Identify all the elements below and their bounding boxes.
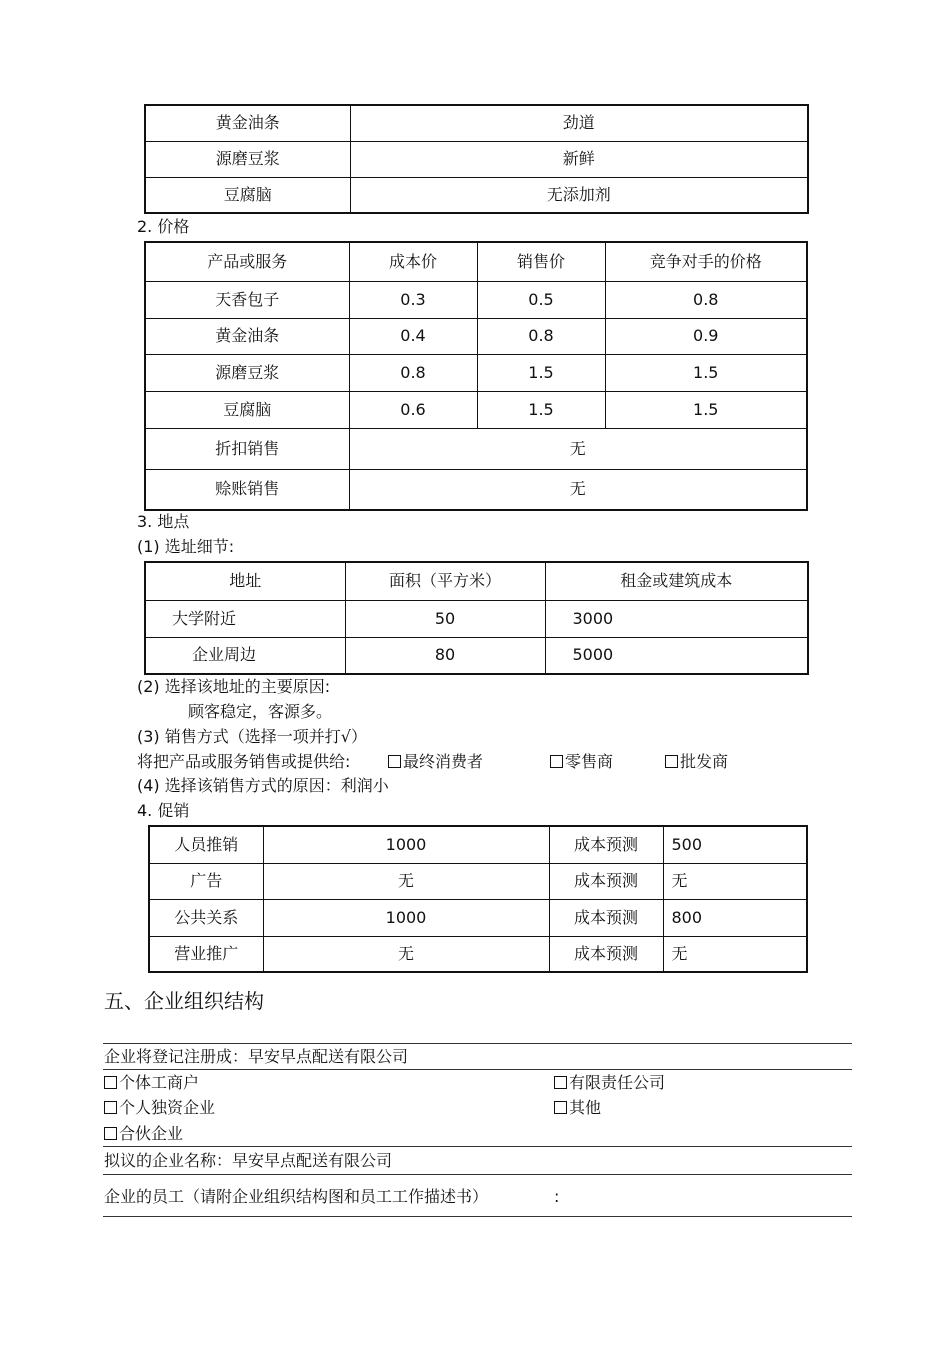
table-cell: 无 (263, 936, 549, 972)
table-header: 销售价 (477, 242, 605, 281)
retailer-option[interactable] (550, 752, 613, 772)
table-cell: 源磨豆浆 (145, 141, 350, 177)
table-cell: 公共关系 (149, 899, 263, 936)
partner-label: 合伙企业 (119, 1124, 184, 1143)
table-cell: 0.5 (477, 281, 605, 318)
table-header: 租金或建筑成本 (545, 562, 808, 600)
table-cell: 成本预测 (549, 936, 663, 972)
checkbox-icon[interactable] (104, 1076, 117, 1089)
sole-option[interactable] (104, 1098, 215, 1118)
partner-option[interactable] (104, 1124, 183, 1144)
table-header: 产品或服务 (145, 242, 349, 281)
table-cell: 折扣销售 (145, 428, 349, 469)
table-cell: 3000 (545, 600, 808, 637)
quality-table (144, 104, 809, 214)
consumer-label: 最终消费者 (403, 752, 484, 771)
checkbox-icon[interactable] (104, 1127, 117, 1140)
table-cell: 无 (263, 863, 549, 899)
table-cell: 500 (663, 826, 807, 863)
table-cell: 黄金油条 (145, 318, 349, 354)
table-cell: 新鲜 (350, 141, 808, 177)
table-cell: 1.5 (605, 354, 807, 391)
location-sub3: (3) 销售方式（选择一项并打√） (137, 727, 367, 746)
wholesaler-label: 批发商 (680, 752, 729, 771)
individual-label: 个体工商户 (119, 1073, 200, 1092)
llc-label: 有限责任公司 (569, 1073, 666, 1092)
table-cell: 0.9 (605, 318, 807, 354)
promotion-heading: 4. 促销 (137, 801, 190, 820)
sales-prefix: 将把产品或服务销售或提供给: (137, 752, 351, 771)
location-reason: 顾客稳定，客源多。 (188, 702, 333, 721)
table-header: 竞争对手的价格 (605, 242, 807, 281)
checkbox-icon[interactable] (554, 1101, 567, 1114)
table-header: 面积（平方米） (345, 562, 545, 600)
table-cell: 无 (349, 469, 807, 510)
promotion-table (148, 825, 808, 973)
location-sub4: (4) 选择该销售方式的原因：利润小 (137, 776, 389, 795)
divider (103, 1069, 852, 1070)
table-cell: 0.8 (349, 354, 477, 391)
register-line: 企业将登记注册成：早安早点配送有限公司 (104, 1047, 409, 1066)
table-cell: 5000 (545, 637, 808, 674)
other-label: 其他 (569, 1098, 602, 1117)
checkbox-icon[interactable] (550, 755, 563, 768)
table-cell: 赊账销售 (145, 469, 349, 510)
checkbox-icon[interactable] (554, 1076, 567, 1089)
location-sub1: (1) 选址细节: (137, 537, 235, 556)
table-cell: 源磨豆浆 (145, 354, 349, 391)
table-cell: 0.8 (477, 318, 605, 354)
table-cell: 0.3 (349, 281, 477, 318)
staff-line: 企业的员工（请附企业组织结构图和员工工作描述书） (104, 1187, 489, 1206)
table-cell: 人员推销 (149, 826, 263, 863)
table-cell: 无 (349, 428, 807, 469)
table-cell: 0.4 (349, 318, 477, 354)
staff-colon: : (554, 1187, 560, 1206)
table-cell: 0.8 (605, 281, 807, 318)
table-cell: 1.5 (477, 391, 605, 428)
checkbox-icon[interactable] (665, 755, 678, 768)
divider (103, 1174, 852, 1175)
table-cell: 黄金油条 (145, 105, 350, 141)
table-cell: 企业周边 (145, 637, 345, 674)
location-heading: 3. 地点 (137, 512, 190, 531)
table-cell: 成本预测 (549, 826, 663, 863)
table-cell: 大学附近 (145, 600, 345, 637)
table-header: 地址 (145, 562, 345, 600)
divider (103, 1146, 852, 1147)
table-cell: 天香包子 (145, 281, 349, 318)
table-cell: 1.5 (477, 354, 605, 391)
table-cell: 成本预测 (549, 863, 663, 899)
table-cell: 劲道 (350, 105, 808, 141)
price-heading: 2. 价格 (137, 217, 190, 236)
table-cell: 豆腐脑 (145, 391, 349, 428)
sales-line (137, 752, 350, 772)
checkbox-icon[interactable] (388, 755, 401, 768)
wholesaler-option[interactable] (665, 752, 728, 772)
location-table (144, 561, 809, 675)
sole-label: 个人独资企业 (119, 1098, 216, 1117)
table-cell: 800 (663, 899, 807, 936)
table-cell: 豆腐脑 (145, 177, 350, 213)
divider (103, 1043, 852, 1044)
table-cell: 80 (345, 637, 545, 674)
table-cell: 营业推广 (149, 936, 263, 972)
other-option[interactable] (554, 1098, 601, 1118)
individual-option[interactable] (104, 1073, 199, 1093)
retailer-label: 零售商 (565, 752, 614, 771)
table-cell: 无添加剂 (350, 177, 808, 213)
table-cell: 广告 (149, 863, 263, 899)
table-header: 成本价 (349, 242, 477, 281)
table-cell: 无 (663, 863, 807, 899)
llc-option[interactable] (554, 1073, 665, 1093)
proposed-name: 拟议的企业名称：早安早点配送有限公司 (104, 1151, 393, 1170)
price-table (144, 241, 808, 511)
table-cell: 50 (345, 600, 545, 637)
table-cell: 1000 (263, 899, 549, 936)
table-cell: 1000 (263, 826, 549, 863)
table-cell: 0.6 (349, 391, 477, 428)
location-sub2: (2) 选择该地址的主要原因: (137, 677, 331, 696)
table-cell: 1.5 (605, 391, 807, 428)
section-title: 五、企业组织结构 (104, 989, 264, 1013)
divider (103, 1216, 852, 1217)
table-cell: 无 (663, 936, 807, 972)
checkbox-icon[interactable] (104, 1101, 117, 1114)
consumer-option[interactable] (388, 752, 483, 772)
table-cell: 成本预测 (549, 899, 663, 936)
